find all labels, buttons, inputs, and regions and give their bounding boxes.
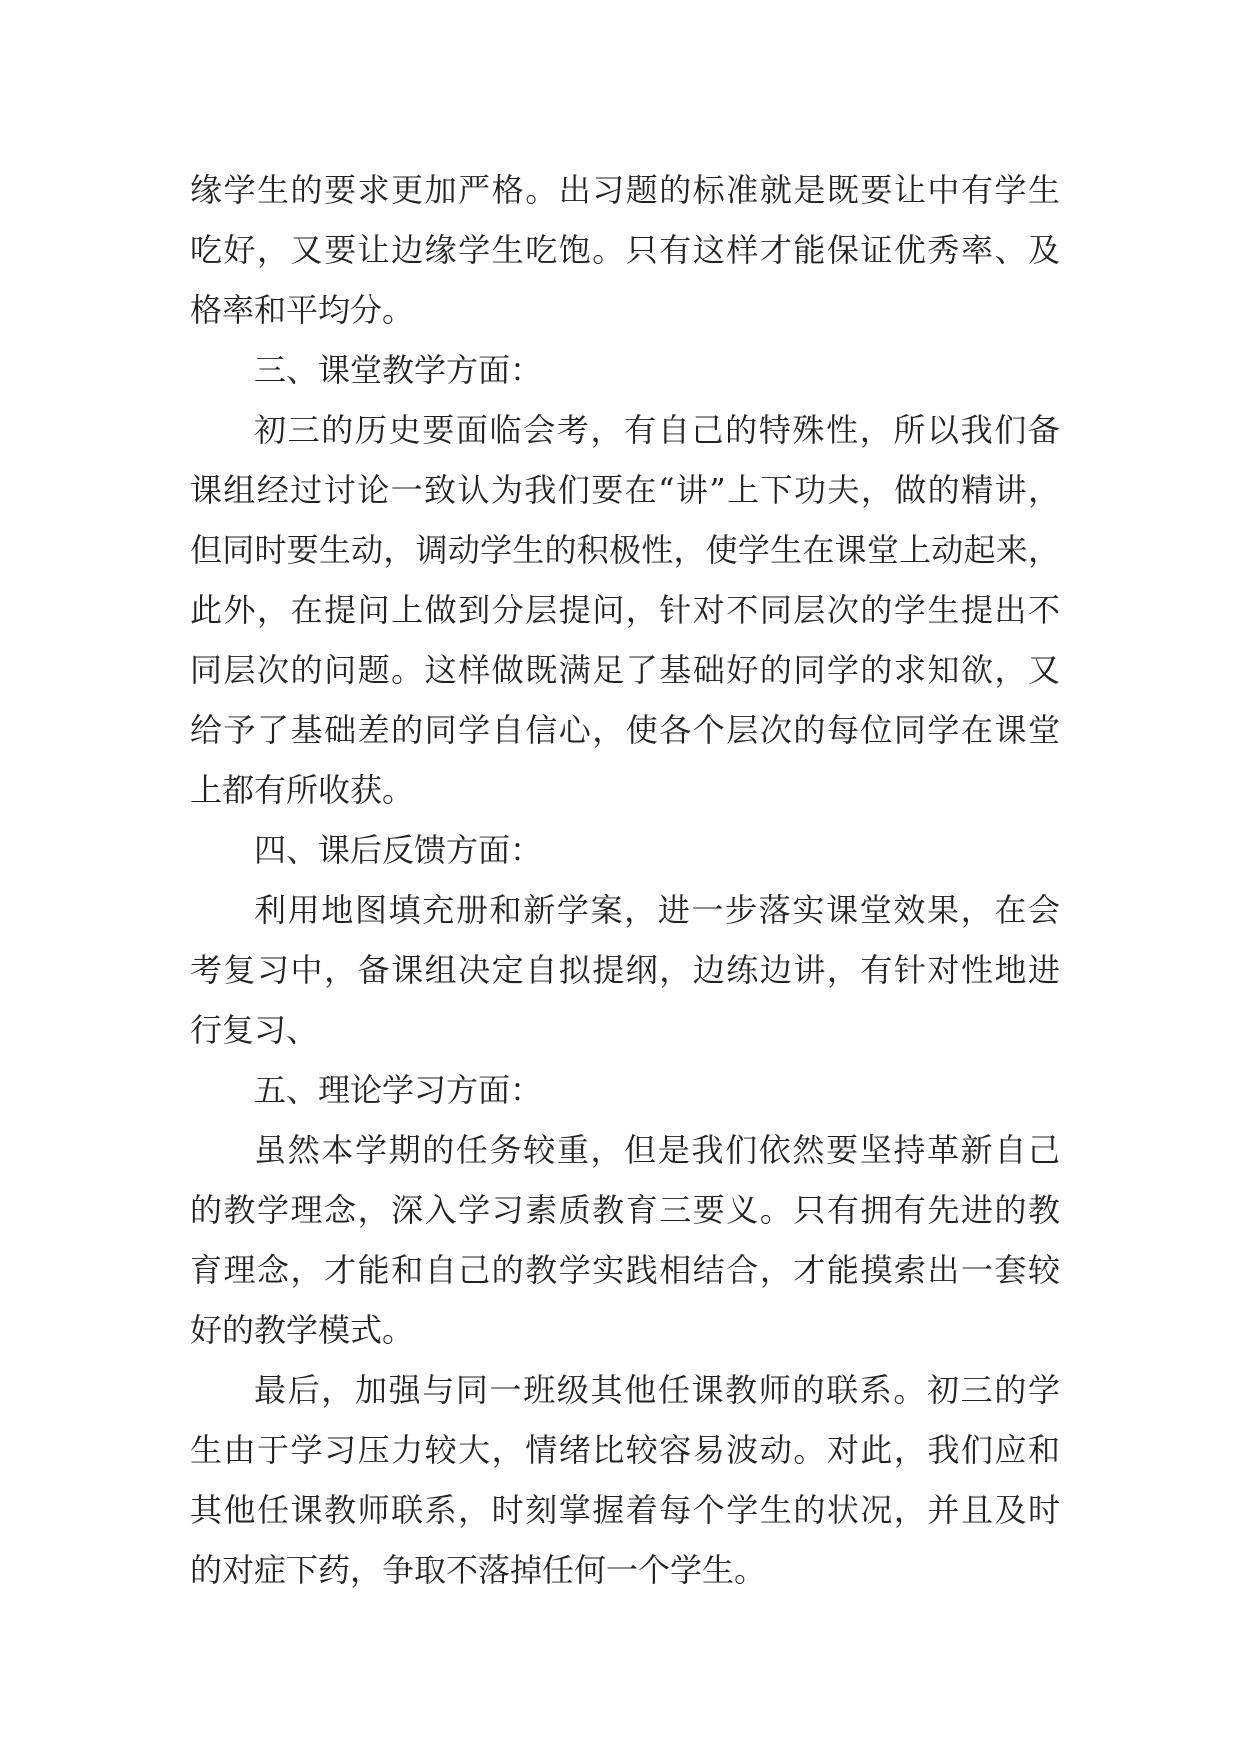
text-line: 利用地图填充册和新学案，进一步落实课堂效果，在会 [254,891,1060,929]
section-heading: 三、课堂教学方面： [254,351,543,389]
section-heading: 五、理论学习方面： [254,1071,543,1109]
text-line: 但同时要生动，调动学生的积极性，使学生在课堂上动起来， [190,531,1060,569]
text-line: 初三的历史要面临会考，有自己的特殊性，所以我们备 [254,411,1060,449]
text-line: 最后，加强与同一班级其他任课教师的联系。初三的学 [254,1371,1060,1409]
text-line: 虽然本学期的任务较重，但是我们依然要坚持革新自己 [254,1131,1060,1169]
text-line: 好的教学模式。 [190,1311,415,1349]
text-line: 吃好，又要让边缘学生吃饱。只有这样才能保证优秀率、及 [190,231,1060,269]
document-body [190,160,1060,1600]
text-line: 行复习、 [190,1011,319,1049]
text-line: 上都有所收获。 [190,771,415,809]
text-line: 给予了基础差的同学自信心，使各个层次的每位同学在课堂 [190,711,1060,749]
text-line: 此外，在提问上做到分层提问，针对不同层次的学生提出不 [190,591,1060,629]
text-line: 的对症下药，争取不落掉任何一个学生。 [190,1551,767,1589]
text-line: 生由于学习压力较大，情绪比较容易波动。对此，我们应和 [190,1431,1060,1469]
text-line: 同层次的问题。这样做既满足了基础好的同学的求知欲，又 [190,651,1060,689]
text-line: 育理念，才能和自己的教学实践相结合，才能摸索出一套较 [190,1251,1060,1289]
text-line: 格率和平均分。 [190,291,415,329]
text-line: 的教学理念，深入学习素质教育三要义。只有拥有先进的教 [190,1191,1060,1229]
section-heading: 四、课后反馈方面： [254,831,543,869]
text-line: 课组经过讨论一致认为我们要在“讲”上下功夫，做的精讲， [190,471,1060,509]
text-line: 其他任课教师联系，时刻掌握着每个学生的状况，并且及时 [190,1491,1060,1529]
text-line: 缘学生的要求更加严格。出习题的标准就是既要让中有学生 [190,171,1060,209]
text-line: 考复习中，备课组决定自拟提纲，边练边讲，有针对性地进 [190,951,1060,989]
